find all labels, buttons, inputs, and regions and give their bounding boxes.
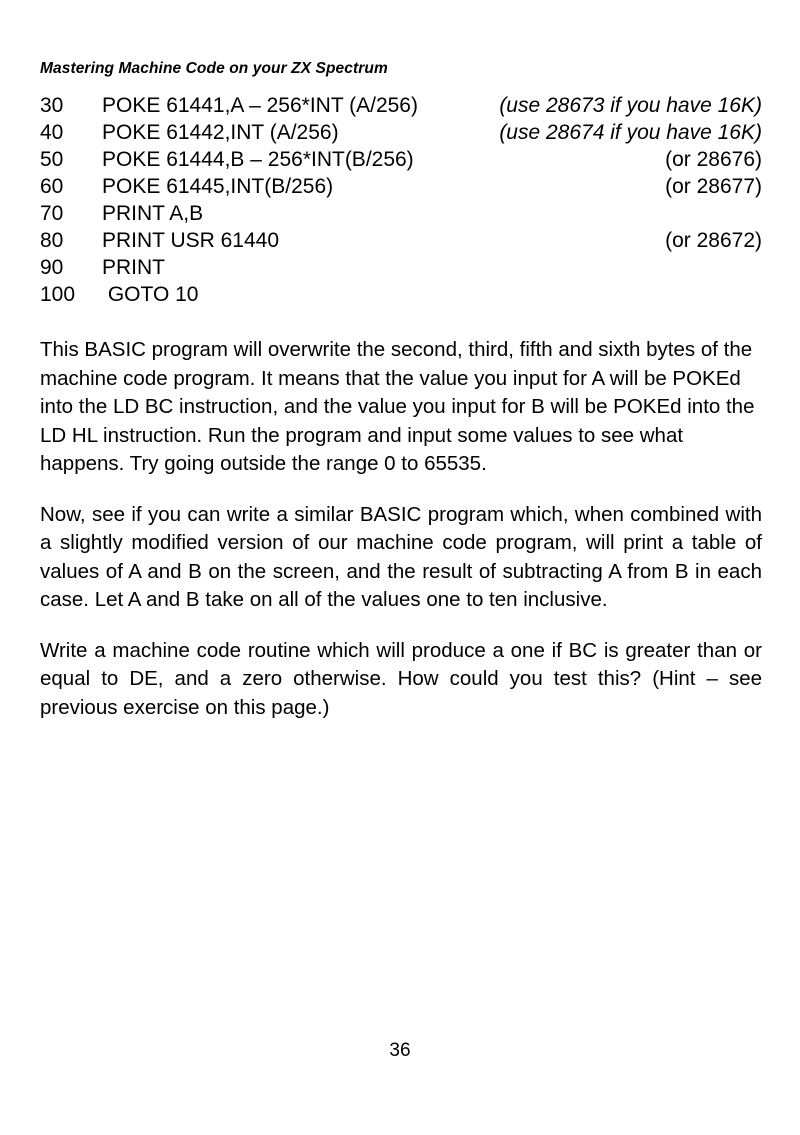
line-number: 40: [40, 121, 64, 144]
line-number: 80: [40, 229, 64, 252]
body-paragraph-1: This BASIC program will overwrite the second, third, fifth and sixth bytes of the machine code program. It means that the value you input for A will be POKEd into the LD BC instruction, and the value you input for B will be POKEd into the LD HL instruction. Run the program and input some values to see what happens. Try going outside the range 0 to 65535.: [40, 338, 755, 475]
listing-line: [40, 173, 762, 200]
line-number: 30: [40, 94, 64, 117]
line-note: (or 28672): [665, 229, 762, 252]
line-number: 90: [40, 256, 64, 279]
listing-line: [40, 200, 762, 227]
line-number: 70: [40, 202, 64, 225]
line-code: POKE 61444,B – 256*INT(B/256): [102, 148, 414, 171]
listing-line: [40, 281, 762, 308]
line-code: GOTO 10: [102, 283, 199, 306]
line-number: 100: [40, 283, 76, 306]
line-code: POKE 61441,A – 256*INT (A/256): [102, 94, 418, 117]
listing-line: [40, 254, 762, 281]
line-number: 60: [40, 175, 64, 198]
line-code: POKE 61442,INT (A/256): [102, 121, 339, 144]
listing-line: [40, 146, 762, 173]
listing-line: [40, 227, 762, 254]
line-number: 50: [40, 148, 64, 171]
line-code: PRINT: [102, 256, 165, 279]
basic-program-listing: [40, 92, 762, 308]
body-paragraph-3: Write a machine code routine which will produce a one if BC is greater than or equal to DE, and a zero otherwise. How could you test this? (Hint – see previous exercise on this page.): [40, 638, 762, 719]
line-code: PRINT USR 61440: [102, 229, 280, 252]
line-code: POKE 61445,INT(B/256): [102, 175, 334, 198]
running-head: Mastering Machine Code on your ZX Spectrum: [40, 60, 388, 77]
line-note: (use 28673 if you have 16K): [499, 94, 762, 117]
listing-line: [40, 119, 762, 146]
line-code: PRINT A,B: [102, 202, 204, 225]
body-paragraph-2: Now, see if you can write a similar BASIC program which, when combined with a slightly modified version of our machine code program, will print a table of values of A and B on the screen, and the result of subtracting A from B in each case. Let A and B take on all of the values one to ten inclusive.: [40, 502, 762, 611]
line-note: (use 28674 if you have 16K): [499, 121, 762, 144]
line-note: (or 28677): [665, 175, 762, 198]
line-note: (or 28676): [665, 148, 762, 171]
page-number: 36: [389, 1040, 411, 1061]
listing-line: [40, 92, 762, 119]
